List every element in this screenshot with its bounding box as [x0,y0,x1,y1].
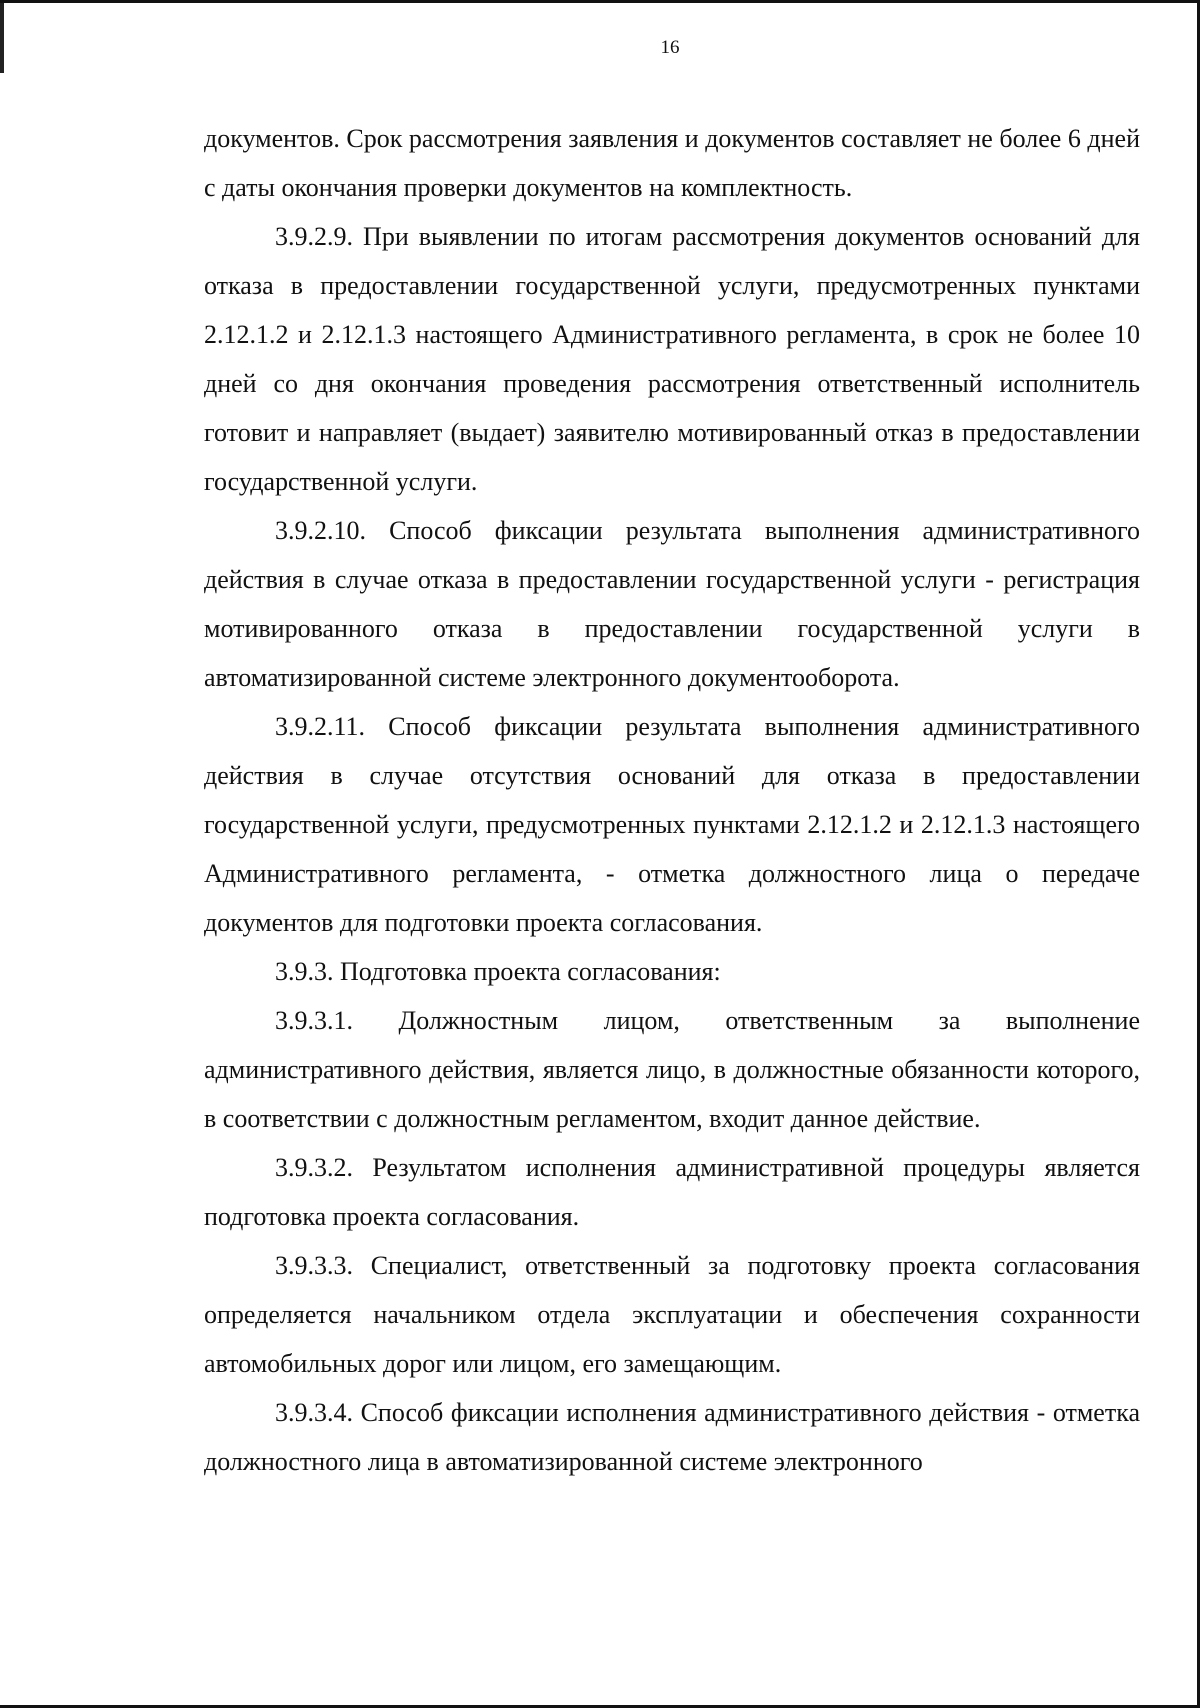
paragraph-continuation: документов. Срок рассмотрения заявления и документов составляет не более 6 дней с даты окончания проверки документов на комплектность. [204,124,1140,202]
paragraph-3-9-3-4: 3.9.3.4. Способ фиксации исполнения административного действия - отметка должностного лица в автоматизированной системе электронного [204,1398,1140,1476]
paragraph-3-9-2-9: 3.9.2.9. При выявлении по итогам рассмотрения документов оснований для отказа в предоставлении государственной услуги, предусмотренных пунктами 2.12.1.2 и 2.12.1.3 настоящего Административного регламента, в срок не более 10 дней со дня окончания проведения рассмотрения ответственный исполнитель готовит и направляет (выдает) заявителю мотивированный отказ в предоставлении государственной услуги. [204,222,1140,496]
paragraph-3-9-3-heading: 3.9.3. Подготовка проекта согласования: [275,957,721,986]
document-body [204,114,1140,1486]
page-number: 16 [660,37,680,58]
paragraph-3-9-3-2: 3.9.3.2. Результатом исполнения административной процедуры является подготовка проекта согласования. [204,1153,1140,1231]
paragraph-3-9-3-1: 3.9.3.1. Должностным лицом, ответственным за выполнение административного действия, является лицо, в должностные обязанности которого, в соответствии с должностным регламентом, входит данное действие. [204,1006,1140,1133]
paragraph-3-9-2-10: 3.9.2.10. Способ фиксации результата выполнения административного действия в случае отказа в предоставлении государственной услуги - регистрация мотивированного отказа в предоставлении государственной услуги в автоматизированной системе электронного документооборота. [204,516,1140,692]
paragraph-3-9-3-3: 3.9.3.3. Специалист, ответственный за подготовку проекта согласования определяется начальником отдела эксплуатации и обеспечения сохранности автомобильных дорог или лицом, его замещающим. [204,1251,1140,1378]
paragraph-3-9-2-11: 3.9.2.11. Способ фиксации результата выполнения административного действия в случае отсутствия оснований для отказа в предоставлении государственной услуги, предусмотренных пунктами 2.12.1.2 и 2.12.1.3 настоящего Административного регламента, - отметка должностного лица о передаче документов для подготовки проекта согласования. [204,712,1140,937]
